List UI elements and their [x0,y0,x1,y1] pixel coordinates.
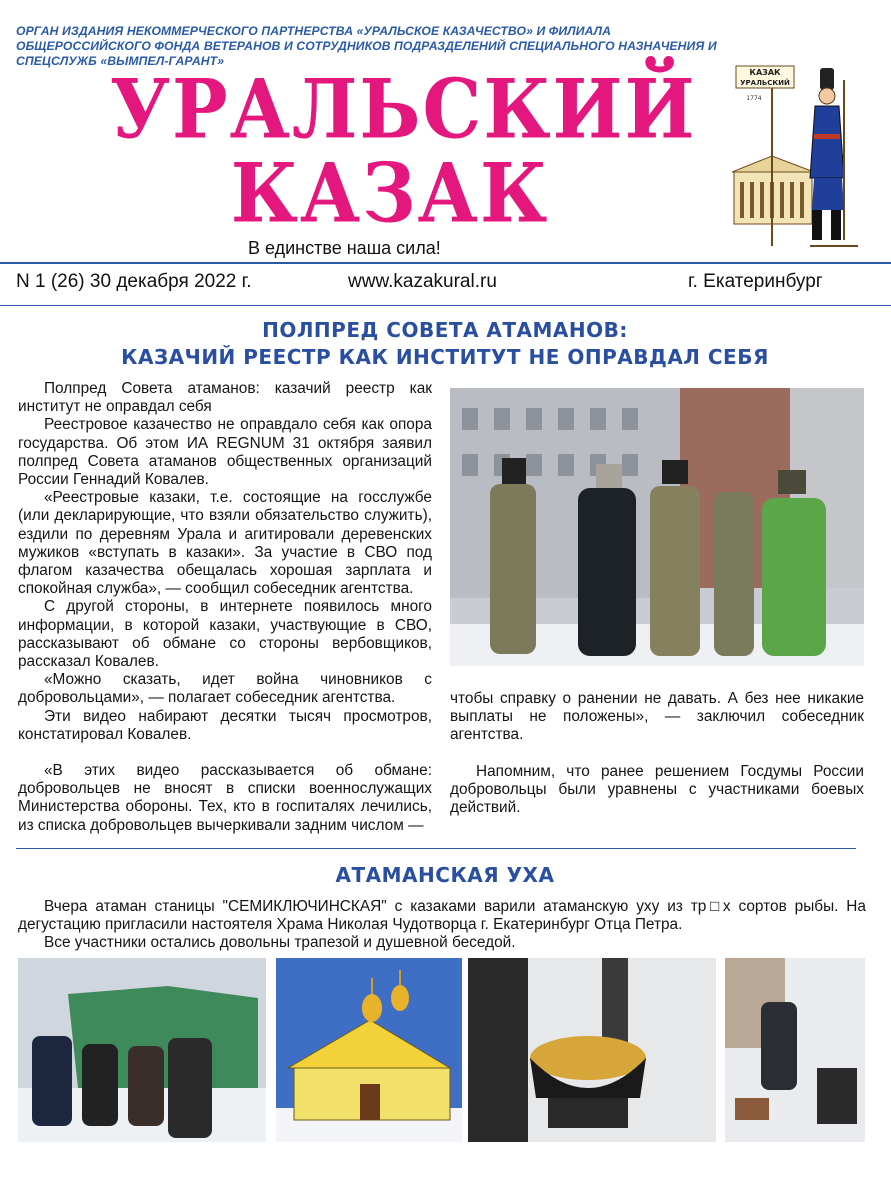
article1-headline-line2: КАЗАЧИЙ РЕЕСТР КАК ИНСТИТУТ НЕ ОПРАВДАЛ СЕБЯ [121,345,769,369]
article2-text [18,898,866,953]
group-photo [18,958,266,1142]
city: г. Екатеринбург [688,271,823,292]
article2-paragraph: Все участники остались довольны трапезой и душевной беседой. [44,934,516,952]
masthead-rule [0,262,891,264]
title-line-2: КАЗАК [230,146,550,242]
section-divider [16,848,856,849]
cauldron-photo [468,958,716,1142]
church-photo [276,958,462,1142]
article1-paragraph: Полпред Совета атаманов: казачий реестр как институт не оправдал себя [18,380,432,416]
article1-headline-line1: ПОЛПРЕД СОВЕТА АТАМАНОВ: [262,318,628,342]
logo-sign-text-2: УРАЛЬСКИЙ [740,79,790,87]
website-link[interactable]: www.kazakural.ru [348,271,497,292]
article1-left-column [18,380,432,835]
logo-year: 1774 [746,95,762,102]
cossack-logo [732,60,864,252]
article1-paragraph: чтобы справку о ранении не давать. А без нее никакие выплаты не положены», — заключил собеседник агентства. [450,690,864,744]
article1-paragraph: Эти видео набирают десятки тысяч просмотров, констатировал Ковалев. [18,707,432,743]
article1-paragraph: Реестровое казачество не оправдало себя как опора государства. Об этом ИА REGNUM 31 октября заявил полпред Совета атаманов общественных организаций России Геннадий Ковалев. [18,416,432,489]
article2-paragraph: Вчера атаман станицы "СЕМИКЛЮЧИНСКАЯ" с казаками варили атаманскую уху из тр□х сортов рыбы. На дегустацию пригласили настоятеля Храма Николая Чудотворца г. Екатеринбург Отца Петра. [18,898,866,934]
title-line-1: УРАЛЬСКИЙ [110,62,697,158]
publisher-line: ОРГАН ИЗДАНИЯ НЕКОММЕРЧЕСКОГО ПАРТНЕРСТВА «УРАЛЬСКОЕ КАЗАЧЕСТВО» И ФИЛИАЛА ОБЩЕРОССИЙСКОГО ФОНДА ВЕТЕРАНОВ И СОТРУДНИКОВ ПОДРАЗДЕЛЕНИЙ СПЕЦИАЛЬНОГО НАЗНАЧЕНИЯ И СПЕЦСЛУЖБ «ВЫМПЕЛ-ГАРАНТ» [16,24,717,68]
article1-right-column [450,690,864,817]
article1-headline [60,317,830,371]
slogan: В единстве наша сила! [248,238,441,258]
issue-bar-rule [0,305,891,306]
article1-paragraph: «Можно сказать, идет война чиновников с добровольцами», — полагает собеседник агентства. [18,671,432,707]
article1-paragraph: Напомним, что ранее решением Госдумы России добровольцы были уравнены с участниками боевых действий. [450,762,864,817]
cossacks-square-photo [450,388,864,666]
newspaper-title [110,62,697,242]
logo-sign-text-1: КАЗАК [749,68,781,77]
article2-headline: АТАМАНСКАЯ УХА [335,863,555,887]
issue-number-date: N 1 (26) 30 декабря 2022 г. [16,271,252,292]
article1-paragraph: «Реестровые казаки, т.е. состоящие на госслужбе (или декларирующие, что взяли обязательство служить), ездили по деревням Урала и агитировали деревенских мужиков «вступать в казаки». За участие в СВО под флагом казачества обещалась хорошая зарплата и спокойная служба», — сообщил собеседник агентства. [18,489,432,598]
article1-paragraph: «В этих видео рассказывается об обмане: добровольцев не вносят в списки военнослужащих Министерства обороны. Тех, кто в госпиталях лечились, из списка добровольцев вычеркивали задним числом — [18,762,432,834]
fire-stove-photo [725,958,865,1142]
article1-paragraph: С другой стороны, в интернете появилось много информации, в которой казаки, участвующие в СВО, рассказывают об обмане со стороны вербовщиков, рассказал Ковалев. [18,598,432,671]
